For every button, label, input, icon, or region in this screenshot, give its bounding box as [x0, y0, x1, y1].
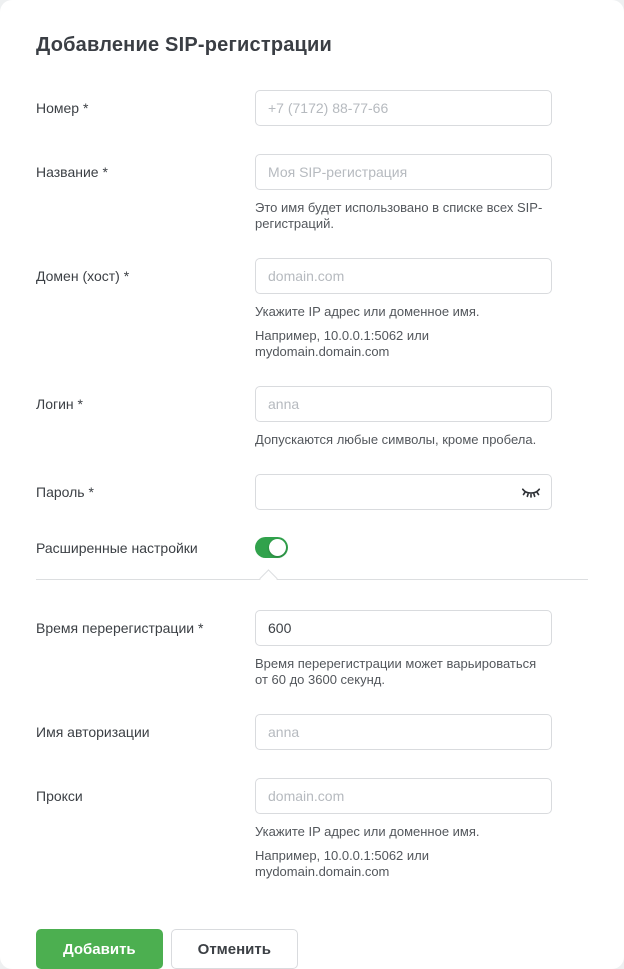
login-label: Логин * [36, 396, 83, 412]
proxy-field-row [36, 778, 588, 880]
reregistration-time-label: Время перерегистрации * [36, 620, 204, 636]
proxy-hint-2: Например, 10.0.0.1:5062 или mydomain.domain.com [255, 848, 430, 879]
password-field-row [36, 474, 588, 510]
toggle-knob [269, 539, 286, 556]
login-input[interactable] [255, 386, 552, 422]
login-hint: Допускаются любые символы, кроме пробела. [255, 432, 537, 447]
advanced-section-divider [36, 579, 588, 580]
auth-name-field-row [36, 714, 588, 750]
advanced-settings-row [36, 537, 588, 558]
form-actions [36, 929, 588, 969]
proxy-label: Прокси [36, 788, 83, 804]
reregistration-time-hint: Время перерегистрации может варьироваться от 60 до 3600 секунд. [255, 656, 537, 687]
number-field-row [36, 90, 588, 126]
domain-input[interactable] [255, 258, 552, 294]
domain-label: Домен (хост) * [36, 268, 130, 284]
name-input[interactable] [255, 154, 552, 190]
advanced-settings-toggle[interactable] [255, 537, 288, 558]
proxy-hint-1: Укажите IP адрес или доменное имя. [255, 824, 480, 839]
domain-hint-2: Например, 10.0.0.1:5062 или mydomain.domain.com [255, 328, 430, 359]
password-input[interactable] [255, 474, 552, 510]
auth-name-input[interactable] [255, 714, 552, 750]
auth-name-label: Имя авторизации [36, 724, 150, 740]
advanced-settings-label: Расширенные настройки [36, 540, 198, 556]
reregistration-time-input[interactable] [255, 610, 552, 646]
name-field-row [36, 154, 588, 232]
name-label: Название * [36, 164, 108, 180]
domain-hint-1: Укажите IP адрес или доменное имя. [255, 304, 480, 319]
number-input[interactable] [255, 90, 552, 126]
number-label: Номер * [36, 100, 89, 116]
name-hint: Это имя будет использовано в списке всех SIP-регистраций. [255, 200, 543, 231]
divider-notch-icon [259, 569, 277, 587]
domain-field-row [36, 258, 588, 360]
login-field-row [36, 386, 588, 448]
proxy-input[interactable] [255, 778, 552, 814]
cancel-button[interactable]: Отменить [171, 929, 298, 969]
password-label: Пароль * [36, 484, 94, 500]
eye-closed-icon[interactable] [520, 481, 542, 503]
submit-button[interactable]: Добавить [36, 929, 163, 969]
page-title: Добавление SIP-регистрации [36, 34, 333, 56]
reregistration-time-field-row [36, 610, 588, 688]
